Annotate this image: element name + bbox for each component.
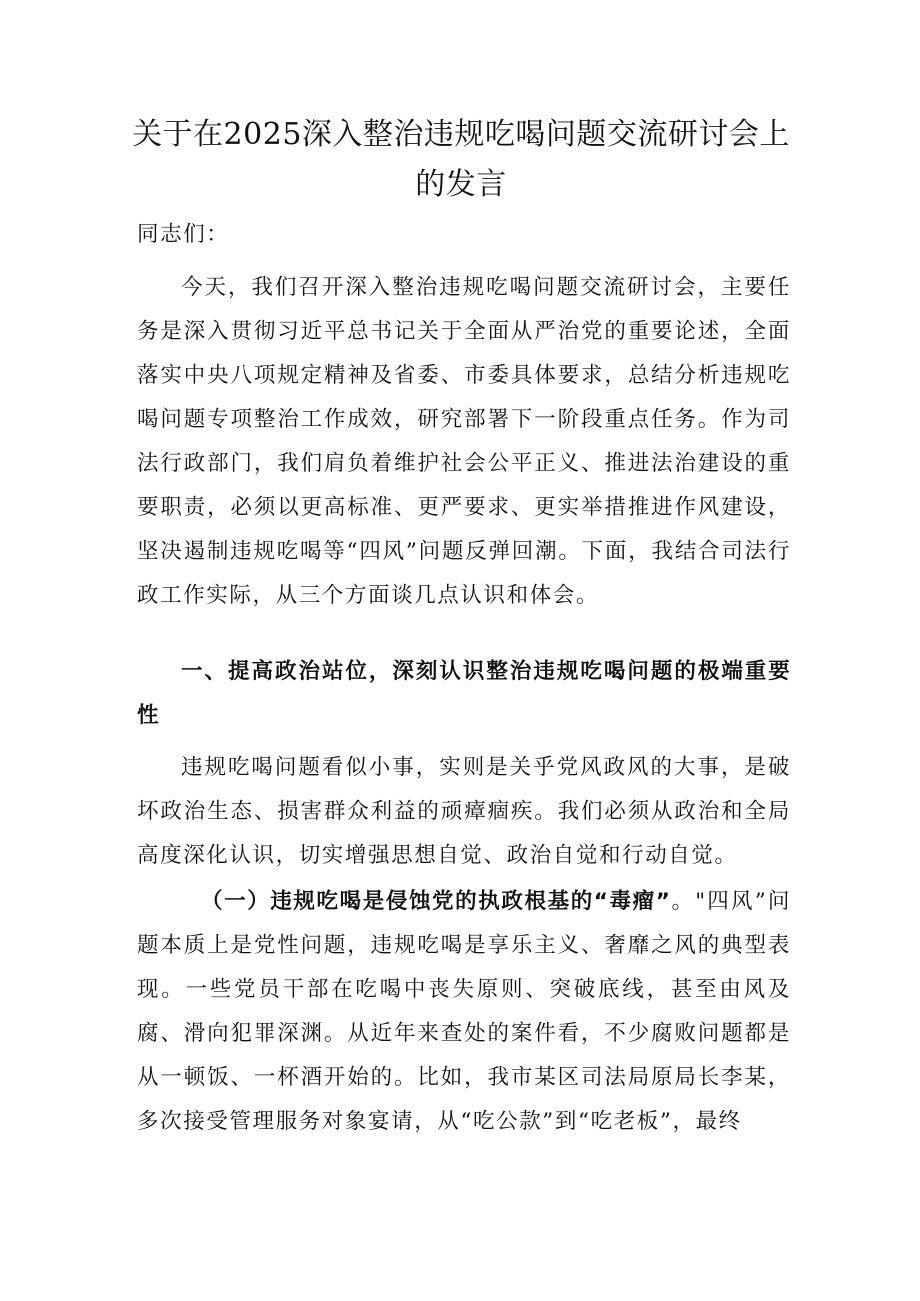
subsection-1-heading: （一）违规吃喝是侵蚀党的执政根基的“毒瘤” — [201, 889, 671, 914]
section-1-heading: 一、提高政治站位，深刻认识整治违规吃喝问题的极端重要性 — [137, 659, 791, 728]
salutation: 同志们： — [137, 222, 230, 247]
paragraph-section-1-intro: 违规吃喝问题看似小事，实则是关乎党风政风的大事，是破坏政治生态、损害群众利益的顽瘴痼疾。我们必须从政治和全局高度深化认识，切实增强思想自觉、政治自觉和行动自觉。 — [137, 755, 791, 868]
subsection-1-body: 。"四风”问题本质上是党性问题，违规吃喝是享乐主义、奢靡之风的典型表现。一些党员干部在吃喝中丧失原则、突破底线，甚至由风及腐、滑向犯罪深渊。从近年来查处的案件看，不少腐败问题都是从一顿饭、一杯酒开始的。比如，我市某区司法局原局长李某，多次接受管理服务对象宴请，从“吃公款”到“吃老板”，最终 — [137, 889, 792, 1134]
document-title: 关于在2025深入整治违规吃喝问题交流研讨会上的发言 — [132, 117, 790, 202]
paragraph-subsection-1 — [137, 880, 791, 1144]
paragraph-intro: 今天，我们召开深入整治违规吃喝问题交流研讨会，主要任务是深入贯彻习近平总书记关于全面从严治党的重要论述，全面落实中央八项规定精神及省委、市委具体要求，总结分析违规吃喝问题专项整治工作成效，研究部署下一阶段重点任务。作为司法行政部门，我们肩负着维护社会公平正义、推进法治建设的重要职责，必须以更高标准、更严要求、更实举措推进作风建设，坚决遏制违规吃喝等“四风”问题反弹回潮。下面，我结合司法行政工作实际，从三个方面谈几点认识和体会。 — [137, 275, 791, 608]
